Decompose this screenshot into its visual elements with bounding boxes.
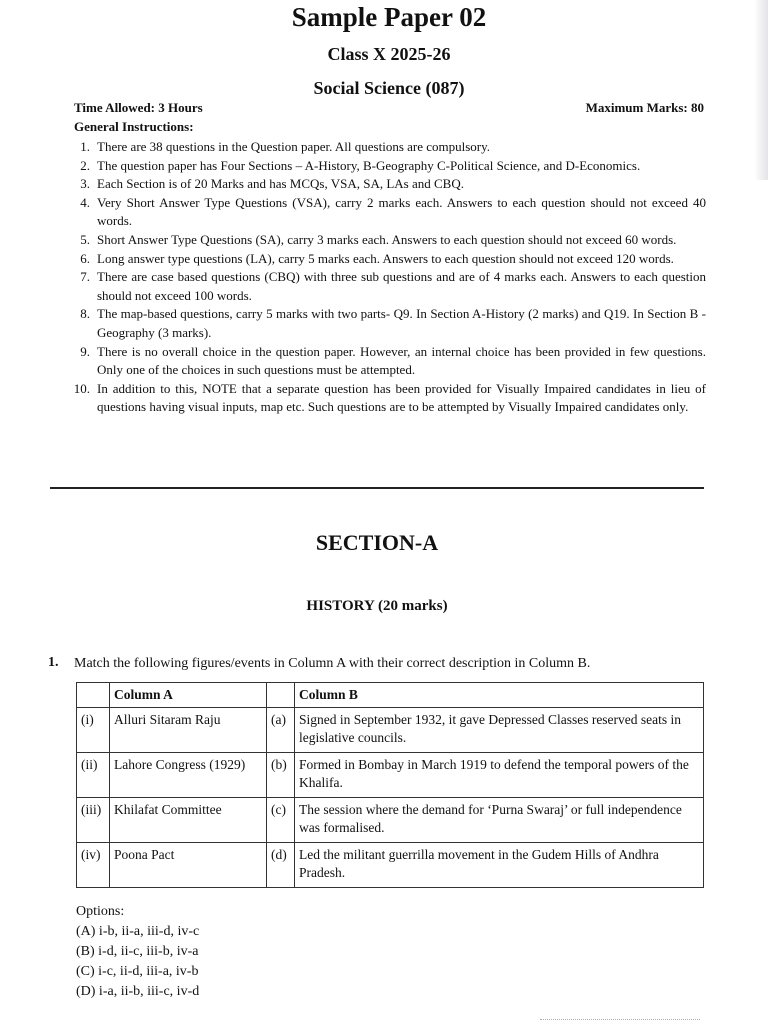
column-a-number: (i) [77,708,110,753]
instruction-number: 9. [80,343,90,359]
exam-meta [74,100,704,116]
instruction-text: The map-based questions, carry 5 marks with two parts- Q9. In Section A-History (2 marks) and Q19. In Section B -Geography (3 marks). [97,306,706,340]
column-b-number: (b) [267,753,295,798]
column-b-text: Formed in Bombay in March 1919 to defend the temporal powers of the Khalifa. [295,753,704,798]
time-allowed: Time Allowed: 3 Hours [74,100,203,115]
column-b-number: (d) [267,843,295,888]
column-b-number: (a) [267,708,295,753]
options-block [76,902,199,1002]
instruction-item [0,380,706,417]
header-blank-cell [77,683,110,708]
column-a-text: Poona Pact [110,843,267,888]
option-b: (B) i-d, ii-c, iii-b, iv-a [76,944,199,959]
instruction-number: 4. [80,194,90,210]
match-table-header [77,683,704,708]
instruction-number: 6. [80,250,90,266]
header-blank-cell [267,683,295,708]
table-row [77,708,704,753]
instruction-number: 3. [80,176,90,192]
instructions-heading: General Instructions: [74,119,194,134]
section-divider [50,487,704,489]
question-number: 1. [48,655,59,670]
column-b-number: (c) [267,798,295,843]
instruction-text: Each Section is of 20 Marks and has MCQs, VSA, SA, LAs and CBQ. [97,176,464,192]
subject-line: Social Science (087) [313,78,465,98]
table-row [77,798,704,843]
table-row [77,843,704,888]
instruction-item [0,250,706,269]
column-a-number: (iii) [77,798,110,843]
instruction-number: 7. [80,269,90,285]
paper-title: Sample Paper 02 [291,2,487,32]
max-marks: Maximum Marks: 80 [585,100,704,115]
instruction-item [0,157,706,176]
option-a: (A) i-b, ii-a, iii-d, iv-c [76,924,200,939]
class-line: Class X 2025-26 [327,44,451,64]
instruction-number: 1. [80,139,90,154]
section-title: SECTION-A [315,530,439,555]
instruction-text: There are case based questions (CBQ) with three sub questions and are of 4 marks each. Answers to each question should not exceed 100 words. [97,269,706,303]
column-b-header: Column B [295,683,704,708]
table-row [77,753,704,798]
instruction-text: There is no overall choice in the question paper. However, an internal choice has been provided in few questions. Only one of the choices in such questions must be attempted. [97,343,706,378]
column-a-number: (ii) [77,753,110,798]
instruction-text: In addition to this, NOTE that a separate question has been provided for Visually Impaired candidates in lieu of questions having visual inputs, map etc. Such questions are to be attempted by Visually Impaired candidates only. [97,380,706,415]
option-d: (D) i-a, ii-b, iii-c, iv-d [76,984,200,999]
instruction-item [0,194,706,231]
section-subtitle: HISTORY (20 marks) [306,598,448,614]
instruction-item [0,231,706,250]
question-text: Match the following figures/events in Column A with their correct description in Column B. [74,656,591,671]
instruction-text: Very Short Answer Type Questions (VSA), carry 2 marks each. Answers to each question should not exceed 40 words. [97,194,706,229]
column-b-text: Led the militant guerrilla movement in the Gudem Hills of Andhra Pradesh. [295,843,704,888]
column-a-number: (iv) [77,843,110,888]
instruction-text: There are 38 questions in the Question paper. All questions are compulsory. [97,139,491,154]
instruction-item [0,138,706,157]
options-heading: Options: [76,904,125,919]
instruction-number: 10. [73,380,90,396]
instruction-item [0,343,706,380]
instruction-item [0,305,706,342]
option-c: (C) i-c, ii-d, iii-a, iv-b [76,964,199,979]
instruction-number: 2. [80,157,90,173]
instruction-text: Short Answer Type Questions (SA), carry 3 marks each. Answers to each question should not exceed 60 words. [97,231,677,247]
instruction-item [0,268,706,305]
column-a-text: Khilafat Committee [110,798,267,843]
instruction-number: 5. [80,231,90,247]
match-table [76,682,704,888]
column-b-text: The session where the demand for ‘Purna Swaraj’ or full independence was formalised. [295,798,704,843]
instruction-text: The question paper has Four Sections – A-History, B-Geography C-Political Science, and D-Economics. [97,157,641,173]
column-a-header: Column A [110,683,267,708]
instruction-number: 8. [80,306,90,322]
column-a-text: Alluri Sitaram Raju [110,708,267,753]
column-a-text: Lahore Congress (1929) [110,753,267,798]
instruction-text: Long answer type questions (LA), carry 5 marks each. Answers to each question should not exceed 120 words. [97,250,674,266]
instruction-item [0,175,706,194]
column-b-text: Signed in September 1932, it gave Depressed Classes reserved seats in legislative councils. [295,708,704,753]
cut-off-footer-text [540,1019,700,1025]
instructions-list [0,138,706,417]
